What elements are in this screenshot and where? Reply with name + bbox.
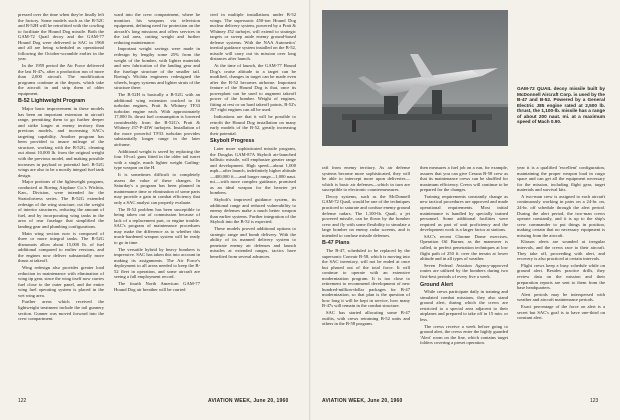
text-column-4 [322, 165, 410, 392]
paragraph: These models proved additional options to strategic range and bomb delivery. With the ability of its manned delivery system to penetrate enemy air defenses and launch missiles at extended ranges, tactics have benefited from several advances. [210, 226, 296, 259]
page-gutter [309, 0, 311, 420]
section-heading: B-52 Lightweight Program [18, 98, 86, 105]
paragraph: cied in multiple installations under B-52 wings. The supersonic 450-ton Hound Dog nuclear delivery system, powered by a Pratt & Whitney J52 turbojet, will extend to strategic targets or sweep aside enemy ground-based defense systems. With the NAA Autonetics' inertial guidance system installed on the B-52, missile will carry out its mission over long distances after launch. [210, 12, 296, 62]
text-column-6 [517, 165, 605, 392]
paragraph: SAC's recent Chrome Dome exercises, Operation Oil Burner, as the maneuver is called, to perfect penetration techniques at low flight path of 250 ft. over the terrain at lower altitude and in all types of weather. [420, 233, 508, 262]
paragraph: The fourth North American GAM-77 Hound Dog air breather will be carried [114, 281, 200, 292]
magazine-folio-right: AVIATION WEEK, June 20, 1960 [322, 398, 403, 404]
section-heading: Skybolt Progress [210, 138, 255, 145]
paragraph: The B-52H is basically a B-52G with an additional wing extension cracked to fit turbofan engines, Pratt & Whitney TF33 turbofan engine each. With approximately 17,000 lb. thrust fuel consumption is lowered considerably from the B-52G's Pratt & Whitney J57-P-43W turbojets. Installation of the more powerful TF33 turbofan provides substantially longer range in the later airframe. [114, 92, 200, 147]
text-column-5 [420, 165, 508, 392]
paragraph: year it is a qualified 'excellent' configuration, maintaining the proper weapon load in cargo space and can get all the equipment necessary for the mission, including flight gear, target materials and survival kits. [517, 165, 605, 193]
photo-caption: GAM-72 QUAIL decoy missile built by McDonnell Aircraft Corp. is used by the B-47 and B-52. Powered by a General Electric J85 engine rated at 2,500 lb. thrust, the 1,100-lb. missile has a range of about 200 naut. mi. at a maximum speed of Mach 0.90. [517, 86, 605, 124]
section-heading: Ground Alert [420, 281, 454, 288]
text-column-2 [114, 12, 200, 392]
paragraph: Additional weight is saved by replacing the four 10-cal. guns fitted in the older tail turret with a single, much lighter weight Gatling-type weapon on the H. [114, 148, 200, 171]
paragraph: The versatile hybrid by heavy bombers is impressive. SAC has taken this into account in making its assignments. The Air Force's deployment to all areas needed to keep the B-52 fleet in operation, and some aircraft are seeing a full employment record. [114, 246, 200, 280]
paragraph: Flight crews keep a busy schedule while on ground alert. Besides practice drills, they review data on the mission and their preparation reports are sent to them from the base headquarters. [517, 262, 605, 291]
magazine-folio-left: AVIATION WEEK, June 20, 1960 [208, 398, 289, 404]
text-column-3 [210, 12, 296, 392]
paragraph: The B-47, scheduled to be replaced by the supersonic Convair B-58, which is moving into the SAC inventory, will not be ended at once but phased out of the total force. It will continue to operate with an extensive modernization program. It is too close to retirement to recommend development of new hundred-million-dollar packages for B-47 modernization, so that plan is the question of how long it will be kept in service, how many B-47s will remain in the combat structure. [322, 248, 410, 309]
paragraph: At the time of launch, the GAM-77 Hound Dog's cruise altitude to a target can be modified, changes in target can be made even after the B-52 becomes airborne. Important feature of the Hound Dog is that, once its powerplant can be used to augment takeoff power of the bomber. Weight of engines, fitting at rest or on hard takeoff points, B-52's J57 eight engines can all be used. [210, 63, 296, 113]
paragraph: Exact percentage of the force on alert is a secret but SAC's goal is to have one-third on constant alert. [517, 304, 605, 321]
paragraph: Important weight savings were made in redesign by lengthy some 25% from the weight of the bomber, with lighter materials and new fabrication of the landing gear and the fuselage structure of the smaller tail. Boeing's Wichita engineers redesigned the wheels, bogey systems and lighter struts of the structure there. [114, 46, 200, 91]
paragraph: Later more sophisticated missile program, the Douglas GAM-87A Skybolt air-launched ballistic missile, will emphasize greater range and development. High speed—about 1,000 mph—after launch, indefinitely higher altitude—400,000 ft.—and longer range—1,000 naut. mi.—with more complex guidance, promised as an ideal weapon for the heavier jet bombers. [210, 146, 296, 196]
paragraph: ward into the crew compartment, where he monitors his weapons via television equipment, defining need for protection on the aircraft's long missions and offers services in the tail area, cutting weight and further reducing maintenance. [114, 12, 200, 45]
paragraph: The B-52 problem has been susceptible to being taken out of commission because of lack of a replacement part, or engine trouble. SAC's program of maintenance procedures may make the difference as to whether this much-hardened weapon system will be ready to go in time. [114, 206, 200, 245]
paragraph: pressed over the time when they're finally left the factory. Some models such as the B-52C and B-52H will be retrofitted with the cowling to facilitate the Hound Dog missile. Both the GAM-72 Quail decoy and the GAM-77 Hound Dog were delivered to SAC in 1960 and all are being scheduled as operational following the October-scramble earlier in the year. [18, 12, 104, 62]
paragraph: A two-man crew is assigned to each aircraft continuously working in pairs on a 24-hr. on, 24-hr. off schedule through the alert period. During the alert period, the two-man crews operate constantly, and it is up to the ship's crew commander to put things in position, making certain that no necessary equipment is missing from the aircraft. [517, 193, 605, 238]
paragraph: Seven Federal Aviation Agency-approved routes are utilized by the bombers during two first-best periods of every five a week. [420, 262, 508, 279]
paragraph: Klaxon alerts are sounded at irregular intervals, and the crews race to their aircraft. They take off, proceeding with alert, and recovery is also practiced at certain intervals. [517, 239, 605, 262]
paragraph: Decoy systems, such as the McDonnell GAM-72 Quail, would be one of the techniques practiced to saturate and confuse enemy ground defense radars. The 1,100-lb. Quail, a jet powered missile, can be flown by the bomber crew and fly with some flexibility to simulate a large bomber on enemy radar screens, and is intended to confuse missile defenses. [322, 193, 410, 238]
paragraph: Wing redesign also provides greater load reduction in maintenance with elimination of wing tip gear, since the wing itself now carries fuel close to the outer panel, and the entire wing fuel operating system is placed in the wet wing area. [18, 264, 104, 298]
paragraph: While crews participate daily in training and simulated combat missions, they also stand ground alert, during which the crews are restricted to a special area adjacent to their airplanes and prepared to take off in 15 min. or less. [420, 289, 508, 322]
paragraph: SAC has started allocating some B-47 outfits, with crews retraining B-52 units and others in the B-58 program. [322, 310, 410, 327]
paragraph: Training requirements constantly change as new tactical procedures are approved and made operational requirements. Most initial maintenance is handled by specially trained personnel. Some additional facilities were required as part of unit proficiency and the development work is a larger factor at stations. [420, 193, 508, 233]
page-footer [0, 398, 620, 408]
paragraph: Major basic improvement in these models has been an important extension in aircraft range, permitting them to go further deeper and strike longer at enemy territory than previous models, and increasing SAC's targeting capability. Another program has been provided to insure mileage of the structure, working with the B-52G, cleaning out about 10,000 lb. from the original weight with the previous model, and making possible increases in payload or potential fuel. B-52G wings are also to be a mostly integral fuel tank design. [18, 106, 104, 178]
paragraph: Alert periods may be interspersed with weather and aircraft maintenance periods. [517, 291, 605, 303]
paragraph: Further areas which received the lightweight treatment include the tail gunnery section. Gunner was moved forward into the crew compartment. [18, 299, 104, 322]
section-heading: B-47 Plans [322, 240, 350, 247]
paragraph: Indications are that it will be possible to retrofit the Hound Dog installation on many early models of the B-52, greatly increasing their potential. [210, 114, 296, 136]
paragraph: Skybolt's improved guidance system, its additional range and reduced vulnerability to enemy defenses make a much better weapon than earlier systems. Further integration of the Skybolt into the B-52 is expected. [210, 197, 296, 225]
page-number-left: 122 [18, 398, 27, 404]
paragraph: raft from enemy territory. As air defense systems become more sophisticated, they will be able to intercept more upon deliveries—which is basic air defenses—which in turn are susceptible to electronic countermeasures. [322, 165, 410, 193]
page-number-right: 123 [590, 398, 599, 404]
paragraph: It is sometimes difficult to completely assess the value of these changes. In Saturday's a program has been planned in maintenance time or elimination of some parts may provide a gain in combat efficiency that only a SAC analyst can properly evaluate. [114, 172, 200, 205]
paragraph: The crews receive a week before going to ground alert, the crews enter the highly guarded 'Alert' room on the line, which contains target folders covering a preset operation. [420, 323, 508, 346]
missile-photo [322, 10, 508, 146]
paragraph: then measures a fuel job on a run, for example, assures that you can give Cessna B-58 crew as that its maintenance crews can be shuffled for maximum efficiency. Crews will continue to be prepared for the changes. [420, 165, 508, 193]
paragraph: In the 1959 period the Air Force delivered the last B-47s, after a production run of more than 2,000 aircraft. The modification programs continue at the depots, which take the aircraft in and strip them of older equipment. [18, 63, 104, 96]
paragraph: Major portions of the lightweight program, conducted at Boeing Airplane Co.'s Wichita, Kan., Division, were intended for the Stratofortress series. The B-52G extended redesign of the wing structure, cut the weight of interior structures, reducing the amount of fuel, and by incorporating wing tanks in the area of rear fuselage that simplified the landing gear and plumbing configurations. [18, 179, 104, 229]
missile-photo-image [322, 10, 508, 146]
text-column-1 [18, 12, 104, 392]
paragraph: Main wing section now is composed of three or more integral tanks. The B-52G dismounts allow about 15,000 lb. of fuel additional compared to earlier versions, and the engines now deliver substantially more thrust at takeoff. [18, 230, 104, 264]
